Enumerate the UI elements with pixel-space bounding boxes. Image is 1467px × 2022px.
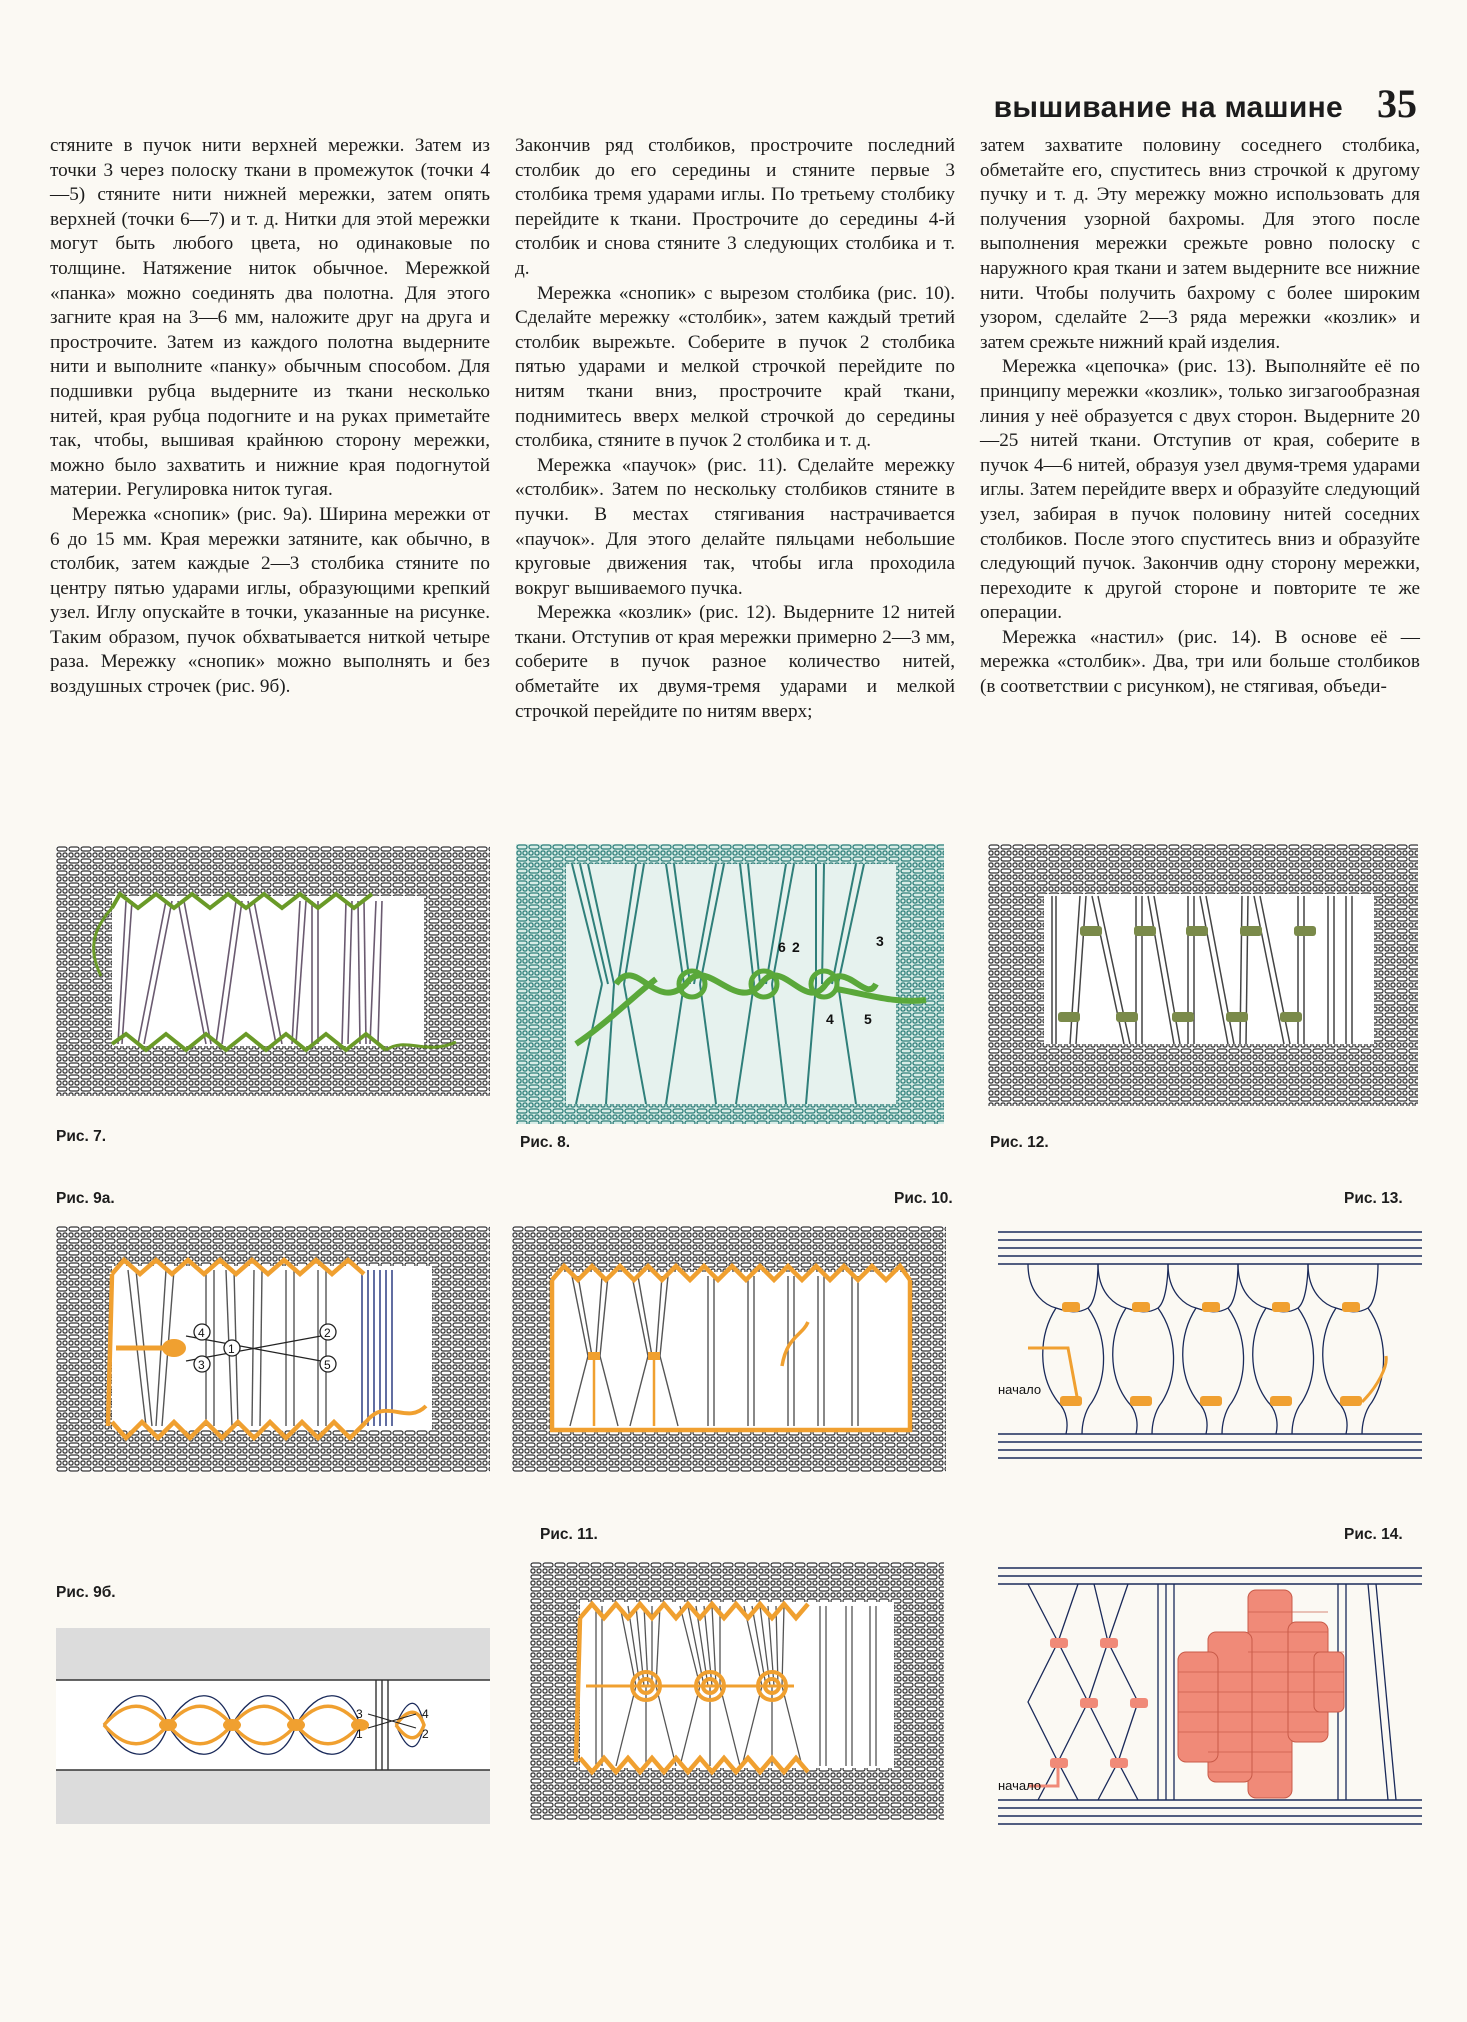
figure-11-caption: Рис. 11. (540, 1526, 598, 1543)
paragraph: Мережка «цепочка» (рис. 13). Выполняйте её по принципу мережки «козлик», только зигзагообразная линия у неё образуется с двух сторон. Выдерните 20—25 нитей ткани. Отступив от края, соберите в пучок 4—6 нитей, образуя узел двумя-тремя ударами иглы. Затем перейдите вверх и образуйте следующий узел, забирая в пучок половину нитей соседних столбиков. После этого спуститесь вниз и образуйте следующий пучок. Закончив одну сторону мережки, переходите к другой стороне и повторите те же операции. (980, 356, 1420, 624)
figure-8-point-label: 2 (792, 939, 800, 955)
paragraph: Мережка «снопик» с вырезом столбика (рис. 10). Сделайте мережку «столбик», затем каждый третий столбик вырежьте. Соберите в пучок 2 столбика пятью ударами и мелкой строчкой перейдите по нитям ткани вниз, прострочите край ткани, поднимитесь вверх мелкой строчкой до середины столбика, стяните в пучок 2 столбика и т. д. (515, 282, 955, 452)
figure-7-caption: Рис. 7. (56, 1128, 107, 1145)
figure-9a-illustration (56, 1226, 490, 1472)
figure-8-point-label: 3 (876, 933, 884, 949)
figure-13-start-label: начало (998, 1382, 1042, 1397)
section-title: вышивание на машине (993, 91, 1343, 124)
figure-8-point-label: 6 (778, 939, 786, 955)
figure-10-illustration (512, 1226, 946, 1472)
figure-9a-point-label: 3 (198, 1358, 205, 1372)
figure-13-caption: Рис. 13. (1344, 1190, 1403, 1207)
figure-14-caption: Рис. 14. (1344, 1526, 1403, 1543)
paragraph: Мережка «настил» (рис. 14). В основе её — мережка «столбик». Два, три или больше столбиков (в соответствии с рисунком), не стягивая, объеди- (980, 626, 1420, 698)
figure-9a-point-label: 1 (228, 1342, 235, 1356)
figure-8-point-label: 4 (826, 1011, 834, 1027)
figure-9a-point-label: 4 (198, 1326, 205, 1340)
text-columns (50, 134, 1420, 824)
figure-9b-illustration (56, 1628, 490, 1824)
figure-12-illustration (988, 844, 1418, 1106)
figure-9b-point-label: 1 (356, 1727, 363, 1741)
figure-8-illustration (516, 844, 944, 1124)
figure-11-illustration (530, 1562, 944, 1820)
figure-9a-point-label: 5 (324, 1358, 331, 1372)
paragraph: затем захватите половину соседнего столбика, обметайте его, спуститесь вниз строчкой к другому пучку и т. д. Эту мережку можно использовать для получения узорной бахромы. Для этого после выполнения мережки срежьте ровно полоску с наружного края ткани и затем выдерните все нижние нити. Чтобы получить бахрому с более широким узором, сделайте 2—3 ряда мережки «козлик» и затем срежьте нижний край изделия. (980, 135, 1420, 353)
paragraph: стяните в пучок нити верхней мережки. Затем из точки 3 через полоску ткани в промежуток (точки 4—5) стяните нити нижней мережки, затем опять верхней (точки 6—7) и т. д. Нитки для этой мережки могут быть любого цвета, но одинаковые по толщине. Натяжение ниток обычное. Мережкой «панка» можно соединять два полотна. Для этого загните края на 3—6 мм, наложите друг на друга и прострочите. Затем из каждого полотна выдерните нити и выполните «панку» обычным способом. Для подшивки рубца выдерните из ткани несколько нитей, края рубца подогните и на руках приметайте так, чтобы, вышивая крайнюю сторону мережки, можно было захватить и нижние края подогнутой материи. Регулировка ниток тугая. (50, 135, 490, 501)
page-header (994, 80, 1417, 124)
figure-9b-point-label: 4 (422, 1707, 429, 1721)
figure-9a-point-label: 2 (324, 1326, 331, 1340)
figure-8-point-label: 5 (864, 1011, 872, 1027)
figure-9b-point-label: 2 (422, 1727, 429, 1741)
figure-14-start-label: начало (998, 1778, 1042, 1793)
figure-7-illustration (56, 846, 490, 1096)
figure-14-illustration (998, 1562, 1422, 1834)
column-3 (980, 134, 1420, 824)
figure-9b-point-label: 3 (356, 1707, 363, 1721)
paragraph: Закончив ряд столбиков, прострочите последний столбик до его середины и стяните первые 3 столбика тремя ударами иглы. По третьему столбику перейдите к ткани. Прострочите до середины 4-й столбик и снова стяните 3 следующих столбика и т. д. (515, 135, 955, 279)
column-2 (515, 134, 955, 824)
paragraph: Мережка «козлик» (рис. 12). Выдерните 12 нитей ткани. Отступив от края мережки примерно 2—3 мм, соберите в пучок разное количество нитей, обметайте их двумя-тремя ударами и мелкой строчкой перейдите по нитям вверх; (515, 602, 955, 722)
figure-12-caption: Рис. 12. (990, 1134, 1049, 1151)
figure-8-caption: Рис. 8. (520, 1134, 571, 1151)
figure-9b-caption: Рис. 9б. (56, 1584, 116, 1601)
paragraph: Мережка «паучок» (рис. 11). Сделайте мережку «столбик». Затем по нескольку столбиков стяните в пучки. В местах стягивания настрачивается «паучок». Для этого делайте пяльцами небольшие круговые движения так, чтобы игла проходила вокруг вышиваемого пучка. (515, 454, 955, 599)
page-number: 35 (1377, 81, 1417, 126)
figure-13-illustration (998, 1226, 1422, 1468)
figure-9a-caption: Рис. 9а. (56, 1190, 115, 1207)
paragraph: Мережка «снопик» (рис. 9а). Ширина мережки от 6 до 15 мм. Края мережки затяните, как обычно, в столбик, затем каждые 2—3 столбика стяните по центру пятью ударами иглы, образующими крепкий узел. Иглу опускайте в точки, указанные на рисунке. Таким образом, пучок обхватывается ниткой четыре раза. Мережку «снопик» можно выполнять и без воздушных строчек (рис. 9б). (50, 503, 490, 698)
figure-10-caption: Рис. 10. (894, 1190, 953, 1207)
column-1 (50, 134, 490, 824)
